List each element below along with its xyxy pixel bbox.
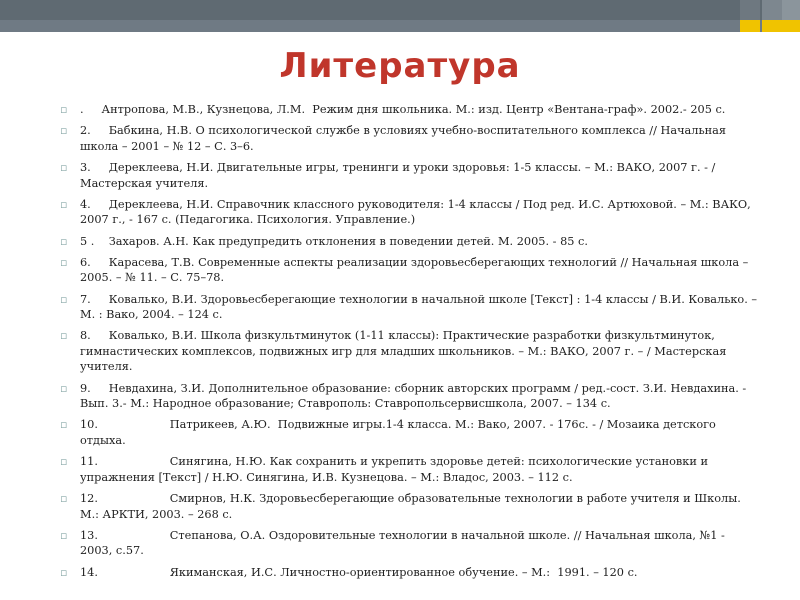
reference-item bbox=[60, 292, 760, 323]
reference-item bbox=[60, 417, 760, 448]
bullet-icon: ▫ bbox=[60, 528, 68, 542]
reference-text: 4. Дереклеева, Н.И. Справочник классного руководителя: 1-4 классы / Под ред. И.С. Артюховой. – М.: ВАКО, 2007 г., - 167 с. (Педагогика. Психология. Управление.) bbox=[80, 197, 755, 227]
bullet-icon: ▫ bbox=[60, 329, 68, 343]
bullet-icon: ▫ bbox=[60, 418, 68, 432]
reference-text: 8. Ковалько, В.И. Школа физкультминуток (1-11 классы): Практические разработки физкультминуток, гимнастических комплексов, подвижных игр для младших школьников. – М.: ВАКО, 2007 г. – / Мастерская учителя. bbox=[80, 329, 730, 374]
reference-item bbox=[60, 454, 760, 485]
reference-text: 13. Степанова, О.А. Оздоровительные технологии в начальной школе. // Начальная школа, №1 - 2003, с.57. bbox=[80, 528, 729, 558]
reference-item bbox=[60, 328, 760, 375]
reference-text: 9. Невдахина, З.И. Дополнительное образование: сборник авторских программ / ред.-сост. З.И. Невдахина. - Вып. 3.- М.: Народное образование; Ставрополь: Ставропольсервисшкола, 2007. – 134 с. bbox=[80, 381, 750, 411]
bullet-icon: ▫ bbox=[60, 124, 68, 138]
bullet-icon: ▫ bbox=[60, 565, 68, 579]
reference-text: . Антропова, М.В., Кузнецова, Л.М. Режим дня школьника. М.: изд. Центр «Вентана-граф». 2002.- 205 с. bbox=[80, 103, 726, 116]
reference-text: 14. Якиманская, И.С. Личностно-ориентированное обучение. – М.: 1991. – 120 с. bbox=[80, 565, 638, 579]
bullet-icon: ▫ bbox=[60, 255, 68, 269]
reference-item bbox=[60, 565, 760, 581]
reference-item bbox=[60, 197, 760, 228]
reference-text: 7. Ковалько, В.И. Здоровьесберегающие технологии в начальной школе [Текст] : 1-4 классы / В.И. Ковалько. – М. : Вако, 2004. – 124 с. bbox=[80, 292, 761, 322]
reference-text: 2. Бабкина, Н.В. О психологической службе в условиях учебно-воспитательного комплекса // Начальная школа – 2001 – № 12 – С. 3–6. bbox=[80, 124, 730, 153]
corner-deco-block-3 bbox=[782, 0, 800, 32]
reference-list bbox=[60, 102, 760, 586]
bullet-icon: ▫ bbox=[60, 103, 68, 116]
bullet-icon: ▫ bbox=[60, 381, 68, 395]
bullet-icon: ▫ bbox=[60, 160, 68, 174]
top-header-band bbox=[0, 20, 800, 32]
slide-title: Литература bbox=[279, 46, 521, 86]
reference-item bbox=[60, 123, 760, 154]
reference-item bbox=[60, 102, 760, 118]
reference-item bbox=[60, 381, 760, 412]
reference-text: 3. Дереклеева, Н.И. Двигательные игры, тренинги и уроки здоровья: 1-5 классы. – М.: ВАКО, 2007 г. - / Мастерская учителя. bbox=[80, 160, 719, 190]
bullet-icon: ▫ bbox=[60, 492, 68, 505]
bullet-icon: ▫ bbox=[60, 234, 68, 248]
reference-text: 5 . Захаров. А.Н. Как предупредить отклонения в поведении детей. М. 2005. - 85 с. bbox=[80, 234, 588, 248]
reference-item bbox=[60, 234, 760, 250]
bullet-icon: ▫ bbox=[60, 292, 68, 306]
top-header-stripe bbox=[0, 0, 800, 20]
bullet-icon: ▫ bbox=[60, 197, 68, 211]
corner-deco-block-2 bbox=[762, 0, 782, 32]
reference-item bbox=[60, 528, 760, 559]
reference-text: 12. Смирнов, Н.К. Здоровьесберегающие образовательные технологии в работе учителя и Школы. М.: АРКТИ, 2003. – 268 с. bbox=[80, 492, 745, 521]
corner-deco-block-1 bbox=[740, 0, 760, 32]
reference-text: 11. Синягина, Н.Ю. Как сохранить и укрепить здоровье детей: психологические установки и упражнения [Текст] / Н.Ю. Синягина, И.В. Кузнецова. – М.: Владос, 2003. – 112 с. bbox=[80, 455, 712, 484]
bullet-icon: ▫ bbox=[60, 455, 68, 469]
reference-text: 10. Патрикеев, А.Ю. Подвижные игры.1-4 класса. М.: Вако, 2007. - 176с. - / Мозаика детского отдыха. bbox=[80, 418, 720, 448]
reference-text: 6. Карасева, Т.В. Современные аспекты реализации здоровьесберегающих технологий // Начальная школа – 2005. – № 11. – С. 75–78. bbox=[80, 255, 752, 285]
reference-item bbox=[60, 160, 760, 191]
reference-item bbox=[60, 491, 760, 522]
reference-item bbox=[60, 255, 760, 286]
